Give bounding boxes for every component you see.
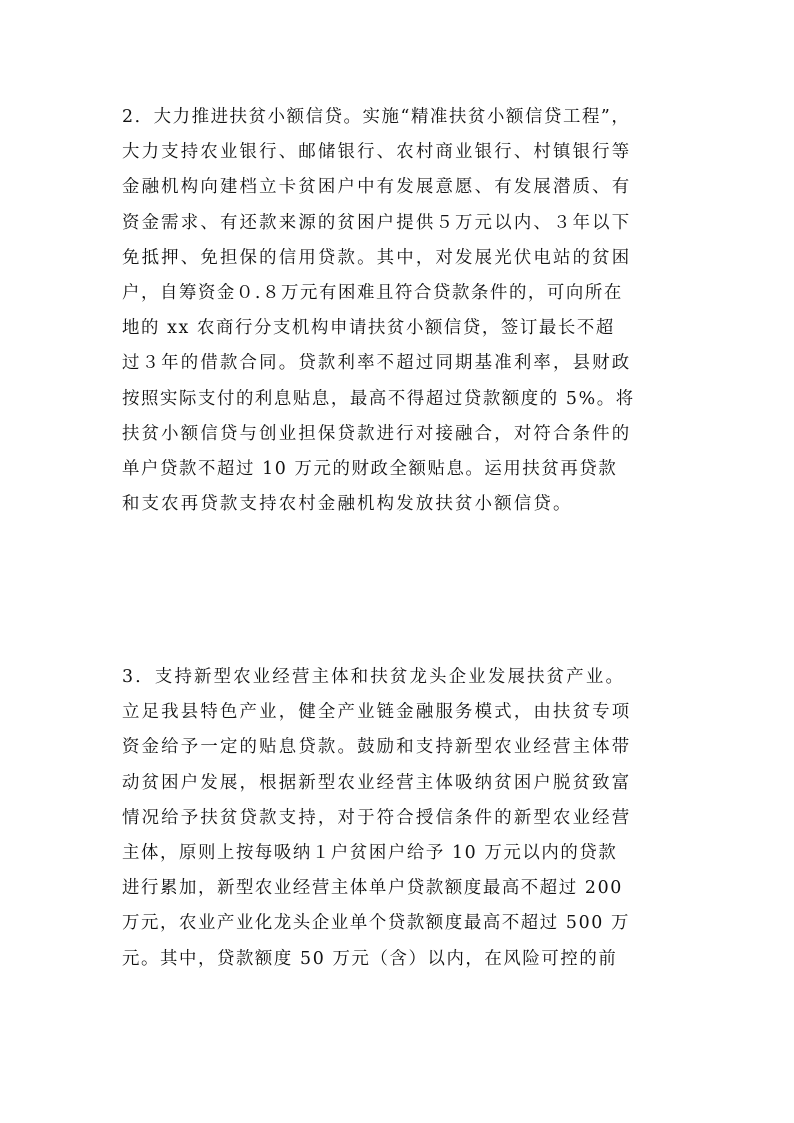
text-line: 2．大力推进扶贫小额信贷。实施“精准扶贫小额信贷工程”， xyxy=(122,107,631,127)
text-line: 资金需求、有还款来源的贫困户提供５万元以内、３年以下 xyxy=(122,212,632,233)
text-line: 按照实际支付的利息贴息，最高不得超过贷款额度的 5%。将 xyxy=(122,388,635,409)
text-line: 立足我县特色产业，健全产业链金融服务模式，由扶贫专项 xyxy=(122,702,632,723)
text-line: 动贫困户发展，根据新型农业经营主体吸纳贫困户脱贫致富 xyxy=(122,772,632,793)
text-line: 地的 xx 农商行分支机构申请扶贫小额信贷，签订最长不超 xyxy=(122,318,615,339)
text-line: 单户贷款不超过 10 万元的财政全额贴息。运用扶贫再贷款 xyxy=(122,458,618,479)
text-line: 金融机构向建档立卡贫困户中有发展意愿、有发展潜质、有 xyxy=(122,177,632,198)
paragraph-agricultural-entities xyxy=(122,660,682,977)
text-line: 扶贫小额信贷与创业担保贷款进行对接融合，对符合条件的 xyxy=(122,423,632,444)
text-line: 资金给予一定的贴息贷款。鼓励和支持新型农业经营主体带 xyxy=(122,737,632,758)
text-line: 元。其中，贷款额度 50 万元（含）以内，在风险可控的前 xyxy=(122,948,618,969)
text-line: 户，自筹资金０.８万元有困难且符合贷款条件的，可向所在 xyxy=(122,282,623,303)
text-line: 免抵押、免担保的信用贷款。其中，对发展光伏电站的贫困 xyxy=(122,247,632,268)
text-line: 万元，农业产业化龙头企业单个贷款额度最高不超过 500 万 xyxy=(122,913,631,934)
paragraph-microcredit xyxy=(122,100,682,522)
text-line: 进行累加，新型农业经营主体单户贷款额度最高不超过 200 xyxy=(122,878,623,899)
text-line: 大力支持农业银行、邮储银行、农村商业银行、村镇银行等 xyxy=(122,142,632,163)
text-line: 3．支持新型农业经营主体和扶贫龙头企业发展扶贫产业。 xyxy=(122,667,626,687)
text-line: 和支农再贷款支持农村金融机构发放扶贫小额信贷。 xyxy=(122,494,573,515)
text-line: 主体，原则上按每吸纳１户贫困户给予 10 万元以内的贷款 xyxy=(122,842,618,863)
text-line: 过３年的借款合同。贷款利率不超过同期基准利率，县财政 xyxy=(122,353,632,374)
text-line: 情况给予扶贫贷款支持，对于符合授信条件的新型农业经营 xyxy=(122,807,632,828)
